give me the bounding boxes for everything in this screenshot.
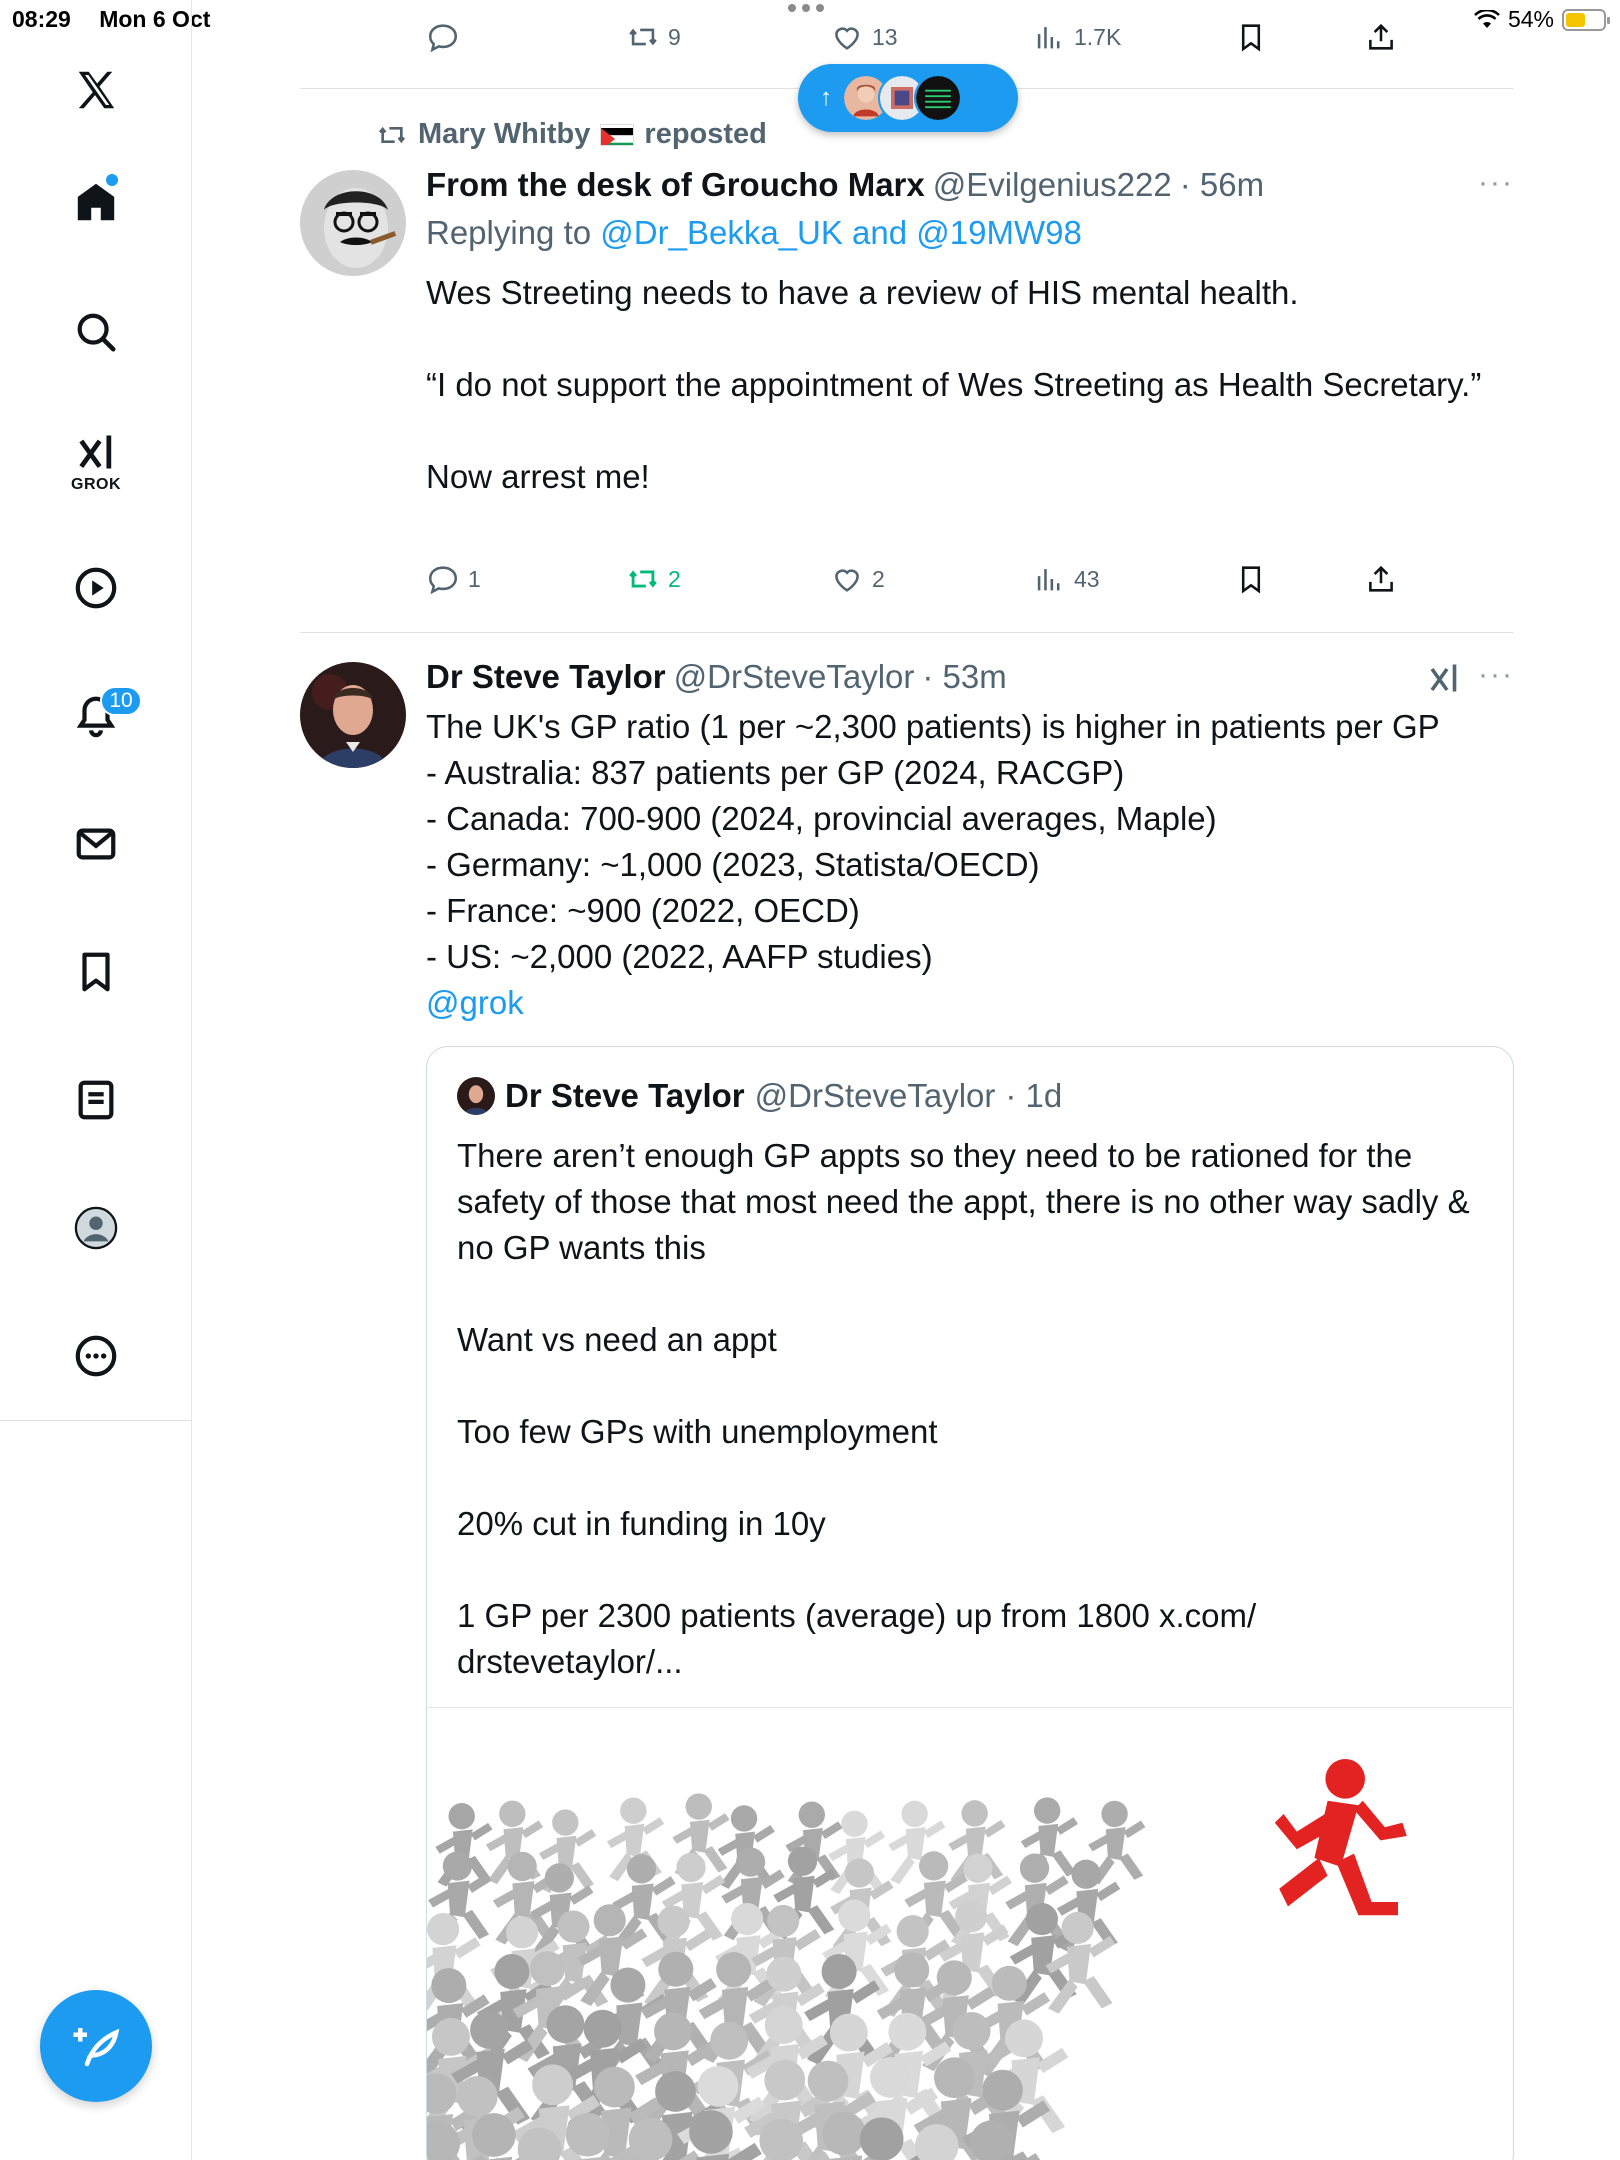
reply-context bbox=[426, 214, 1082, 252]
retweet-button[interactable] bbox=[626, 562, 681, 596]
sidebar-divider bbox=[0, 1420, 192, 1421]
quote-author-name: Dr Steve Taylor bbox=[505, 1077, 745, 1114]
avatar[interactable] bbox=[300, 662, 406, 768]
sidebar bbox=[0, 0, 192, 2160]
red-runner-figure bbox=[1275, 1759, 1407, 1915]
quote-time: · 1d bbox=[1005, 1077, 1063, 1114]
wifi-icon bbox=[1474, 10, 1500, 30]
grok-icon[interactable] bbox=[1426, 660, 1462, 696]
profile-icon[interactable] bbox=[66, 1198, 126, 1258]
multitask-dots[interactable] bbox=[788, 4, 824, 12]
views-button[interactable] bbox=[1032, 20, 1121, 54]
tweet-text: The UK's GP ratio (1 per ~2,300 patients) is higher in patients per GP - Australia: 837 patients per GP (2024, RACGP) - Canada: 700-900 (2024, provincial averages, Maple) - Germany: ~1,000 (2023, Statista/OECD) - France: ~900 (2022, OECD) - US: ~2,000 (2022, AAFP studies) bbox=[426, 708, 1440, 975]
views-count: 1.7K bbox=[1074, 23, 1122, 50]
share-button[interactable] bbox=[1364, 20, 1398, 54]
repost-suffix: reposted bbox=[644, 118, 767, 150]
quote-author-handle: @DrSteveTaylor bbox=[754, 1077, 996, 1114]
more-options-icon[interactable]: ··· bbox=[1478, 166, 1514, 199]
reply-prefix: Replying to bbox=[426, 214, 592, 251]
palestine-flag-icon bbox=[600, 124, 634, 146]
tweet-actions bbox=[426, 562, 1426, 606]
quoted-tweet[interactable] bbox=[426, 1046, 1514, 2160]
grok-icon[interactable] bbox=[66, 422, 126, 502]
reply-count: 1 bbox=[468, 565, 481, 592]
retweet-count: 2 bbox=[668, 565, 681, 592]
new-posts-button[interactable] bbox=[798, 64, 1018, 132]
author-handle[interactable]: @Evilgenius222 bbox=[932, 166, 1172, 203]
reposter-name: Mary Whitby bbox=[418, 118, 591, 150]
previous-tweet-actions bbox=[426, 20, 1426, 64]
notification-badge: 10 bbox=[100, 686, 142, 716]
status-time: 08:29 bbox=[12, 6, 71, 32]
status-bar-right bbox=[1474, 6, 1606, 33]
more-options-icon[interactable]: ··· bbox=[1478, 658, 1514, 691]
like-count: 2 bbox=[872, 565, 885, 592]
quote-text: There aren’t enough GP appts so they need to be rationed for the safety of those that most need the appt, there is no other way sadly & no GP wants this Want vs need an appt Too few GPs with unemployment 20% cut in funding in 10y 1 GP per 2300 patients (average) up from 1800 x.com/ drstevetaylor/... bbox=[457, 1137, 1470, 1680]
tweet-text: Wes Streeting needs to have a review of HIS mental health. “I do not support the appointment of Wes Streeting as Health Secretary.” Now arrest me! bbox=[426, 274, 1482, 495]
crowd-illustration bbox=[427, 1708, 1514, 2160]
battery-percent: 54% bbox=[1507, 6, 1554, 32]
author-name[interactable]: From the desk of Groucho Marx bbox=[426, 166, 925, 203]
quote-media-image[interactable] bbox=[427, 1707, 1514, 2160]
tweet-divider bbox=[300, 632, 1514, 633]
avatar bbox=[914, 74, 962, 122]
views-button[interactable] bbox=[1032, 562, 1100, 596]
bookmark-button[interactable] bbox=[1234, 562, 1268, 596]
bookmarks-icon[interactable] bbox=[66, 942, 126, 1002]
search-icon[interactable] bbox=[66, 302, 126, 362]
status-date: Mon 6 Oct bbox=[99, 6, 211, 32]
x-logo-icon[interactable] bbox=[66, 60, 126, 120]
retweet-button[interactable] bbox=[626, 20, 681, 54]
home-notification-dot bbox=[106, 174, 118, 186]
lists-icon[interactable] bbox=[66, 1070, 126, 1130]
views-count: 43 bbox=[1074, 565, 1100, 592]
quote-header bbox=[457, 1077, 1062, 1115]
author-handle[interactable]: @DrSteveTaylor bbox=[673, 658, 915, 695]
like-button[interactable] bbox=[830, 20, 898, 54]
battery-icon bbox=[1562, 9, 1606, 31]
like-button[interactable] bbox=[830, 562, 885, 596]
video-icon[interactable] bbox=[66, 558, 126, 618]
author-name[interactable]: Dr Steve Taylor bbox=[426, 658, 666, 695]
compose-button[interactable] bbox=[40, 1990, 152, 2102]
share-button[interactable] bbox=[1364, 562, 1398, 596]
tweet-time[interactable]: · 53m bbox=[922, 658, 1007, 695]
compose-icon bbox=[69, 2019, 123, 2073]
arrow-up-icon: ↑ bbox=[820, 84, 832, 111]
avatar bbox=[457, 1077, 495, 1115]
reply-to-users[interactable]: @Dr_Bekka_UK and @19MW98 bbox=[600, 214, 1082, 251]
tweet-header bbox=[426, 658, 1007, 696]
grok-mention-link[interactable]: @grok bbox=[426, 984, 524, 1021]
like-count: 13 bbox=[872, 23, 898, 50]
avatar[interactable] bbox=[300, 170, 406, 276]
messages-icon[interactable] bbox=[66, 814, 126, 874]
tweet-time[interactable]: · 56m bbox=[1179, 166, 1265, 203]
repost-icon bbox=[376, 119, 408, 151]
reply-button[interactable] bbox=[426, 20, 460, 54]
retweet-count: 9 bbox=[668, 23, 681, 50]
bookmark-button[interactable] bbox=[1234, 20, 1268, 54]
grok-label: GROK bbox=[71, 476, 121, 493]
tweet-header bbox=[426, 166, 1264, 204]
reply-button[interactable] bbox=[426, 562, 481, 596]
more-icon[interactable] bbox=[66, 1326, 126, 1386]
repost-indicator[interactable] bbox=[376, 118, 767, 151]
